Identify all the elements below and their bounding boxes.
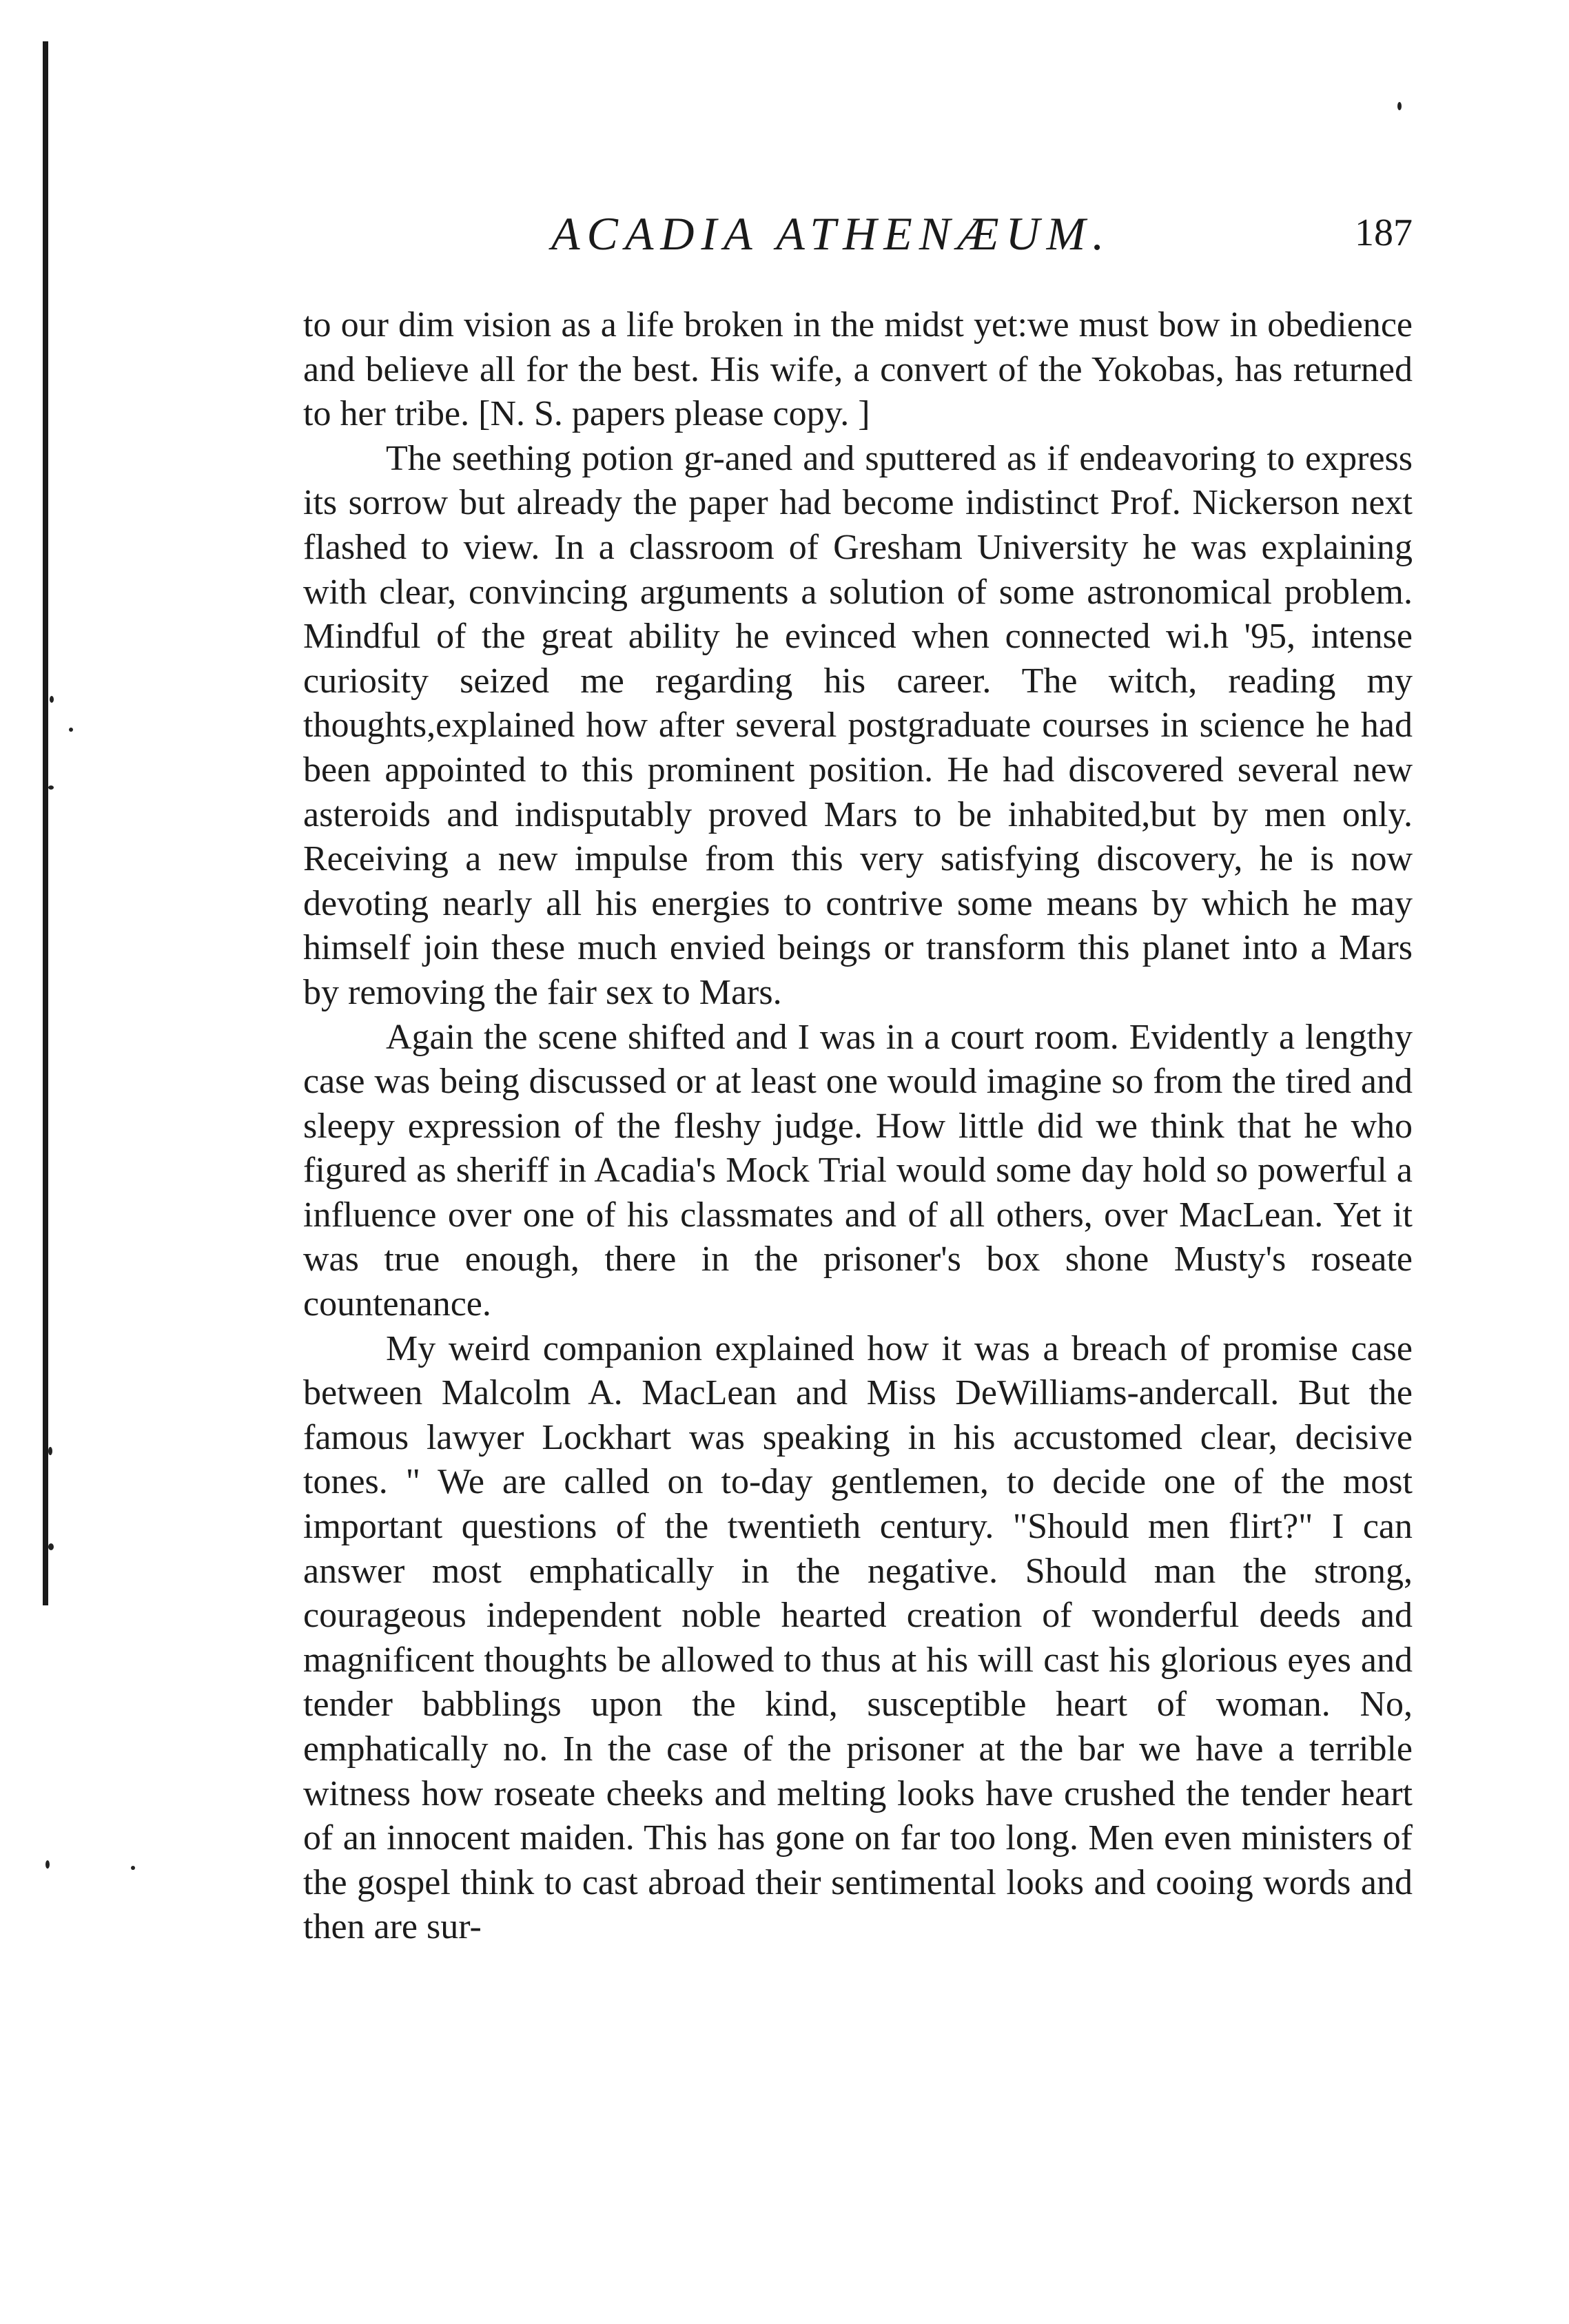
- paragraph-continuation: to our dim vision as a life broken in the midst yet:we must bow in obedience and believe all for the best. His wife, a convert of the Yokobas, has returned to her tribe. [N. S. papers please copy. ]: [303, 305, 1413, 434]
- margin-speck: [69, 728, 73, 732]
- margin-speck: [50, 696, 54, 703]
- margin-speck: [48, 1447, 52, 1455]
- margin-speck: [45, 1860, 50, 1869]
- margin-speck: [48, 785, 54, 790]
- paragraph-breach-of-promise: My weird companion explained how it was a breach of promise case between Malcolm A. MacLean and Miss DeWilliams-andercall. But the famous lawyer Lockhart was speaking in his accustomed clear, decisive tones. " We are called on to-day gentlemen, to decide one of the most important questions of the twentieth century. "Should men flirt?" I can answer most emphatically in the negative. Should man the strong, courageous independent noble hearted creation of wonderful deeds and magnificent thoughts be allowed to thus at his will cast his glorious eyes and tender babblings upon the kind, susceptible heart of woman. No, emphatically no. In the case of the prisoner at the bar we have a terrible witness how roseate cheeks and melting looks have crushed the tender heart of an innocent maiden. This has gone on far too long. Men even ministers of the gospel think to cast abroad their sentimental looks and cooing words and then are sur-: [303, 1328, 1413, 1947]
- paragraph-nickerson: The seething potion gr-aned and sputtered as if endeavoring to express its sorrow but already the paper had become indistinct Prof. Nickerson next flashed to view. In a classroom of Gresham University he was explaining with clear, convincing arguments a solution of some astronomical problem. Mindful of the great ability he evinced when connected wi.h '95, intense curiosity seized me regarding his career. The witch, reading my thoughts,explained how after several postgraduate courses in science he had been appointed to this prominent position. He had discovered several new asteroids and indisputably proved Mars to be inhabited,but by men only. Receiving a new impulse from this very satisfying discovery, he is now devoting nearly all his energies to contrive some means by which he may himself join these much envied beings or transform this planet into a Mars by removing the fair sex to Mars.: [303, 438, 1413, 1012]
- margin-speck: [1397, 102, 1402, 110]
- page-header: [303, 207, 1413, 276]
- running-title: ACADIA ATHENÆUM.: [551, 207, 1111, 260]
- paragraph-court-room: Again the scene shifted and I was in a court room. Evidently a lengthy case was being discussed or at least one would imagine so from the tired and sleepy expression of the fleshy judge. How little did we think that he who figured as sheriff in Acadia's Mock Trial would some day hold so powerful a influence over one of his classmates and of all others, over MacLean. Yet it was true enough, there in the prisoner's box shone Musty's roseate countenance.: [303, 1017, 1413, 1324]
- binding-edge-line: [43, 41, 48, 1605]
- margin-speck: [48, 1543, 54, 1550]
- article-body: [303, 303, 1413, 1950]
- page-number: 187: [1355, 212, 1413, 254]
- margin-speck: [131, 1866, 135, 1870]
